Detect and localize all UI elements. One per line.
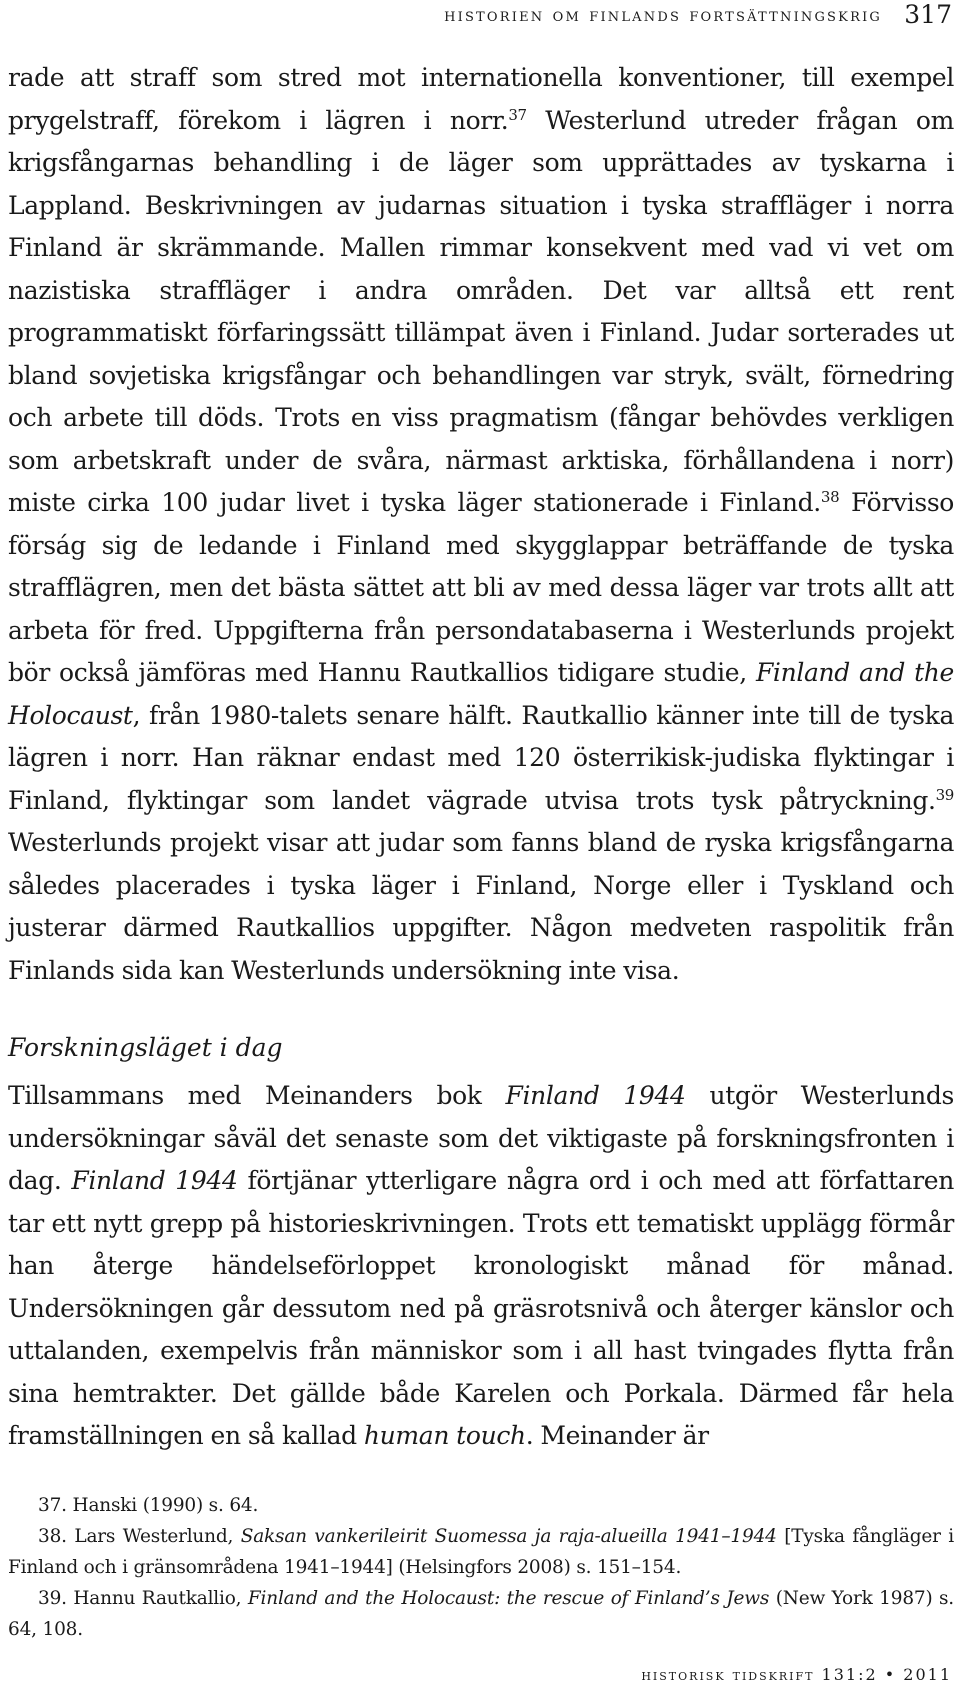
footnote-number: 37. bbox=[38, 1495, 67, 1516]
paragraph-text: Tillsammans med Meinanders bok bbox=[8, 1081, 506, 1110]
paragraph-text: utgör Westerlunds undersökningar såväl det senaste som det viktigaste på forskningsfronten i dag. bbox=[8, 1081, 954, 1195]
body-paragraph-2 bbox=[8, 1075, 954, 1458]
footnote-title: Finland and the Holocaust: the rescue of Finland’s Jews bbox=[247, 1588, 770, 1609]
running-head-title: historien om finlands fortsättningskrig bbox=[444, 4, 882, 26]
book-title: Finland 1944 bbox=[505, 1081, 686, 1110]
paragraph-text: , från 1980-talets senare hälft. Rautkallio känner inte till de tyska lägren i norr. Han räknar endast med 120 österrikisk-judiska flyktingar i Finland, flyktingar som landet vägrade utvisa trots tysk påtryckning. bbox=[8, 700, 954, 815]
footnote-text: (New York 1987) s. 64, 108. bbox=[8, 1588, 954, 1640]
footnote-number: 38. bbox=[38, 1526, 67, 1547]
footnote-39 bbox=[8, 1583, 954, 1645]
book-title: Finland and the Holocaust bbox=[8, 658, 954, 730]
paragraph-text: . Meinander är bbox=[525, 1421, 709, 1450]
paragraph-text: Förvisso förság sig de ledande i Finland med skygglappar beträffande de tyska strafflägren, men det bästa sättet att bli av med dessa läger var trots allt att arbeta för fred. Uppgifterna från persondatabaserna i Westerlunds projekt bör också jämföras med Hannu Rautkallios tidigare studie, bbox=[8, 488, 954, 687]
footnote-text: [Tyska fångläger i Finland och i gränsområdena 1941–1944] (Helsingfors 2008) s. 151–154. bbox=[8, 1526, 954, 1578]
footnote-ref-38[interactable]: 38 bbox=[820, 488, 840, 506]
section-heading: Forskningsläget i dag bbox=[8, 1033, 283, 1062]
page-number: 317 bbox=[904, 0, 952, 29]
footnote-text: Hanski (1990) s. 64. bbox=[66, 1495, 259, 1516]
journal-footer: historisk tidskrift 131:2 • 2011 bbox=[641, 1665, 952, 1684]
footnote-number: 39. bbox=[38, 1588, 67, 1609]
book-title: Finland 1944 bbox=[71, 1166, 238, 1195]
paragraph-text: förtjänar ytterligare några ord i och med att författaren tar ett nytt grepp på historieskrivningen. Trots ett tematiskt upplägg förmår han återge händelseförloppet kronologiskt månad för månad. Undersökningen går dessutom ned på gräsrotsnivå och återger känslor och uttalanden, exempelvis från människor som i all hast tvingades flytta från sina hemtrakter. Det gällde både Karelen och Porkala. Därmed får hela framställningen en så kallad bbox=[8, 1166, 954, 1450]
footnote-37 bbox=[8, 1490, 954, 1521]
footnotes bbox=[8, 1490, 954, 1645]
footnote-ref-39[interactable]: 39 bbox=[935, 785, 954, 804]
footnote-38 bbox=[8, 1521, 954, 1583]
footnote-ref-37[interactable]: 37 bbox=[508, 105, 527, 124]
italic-phrase: human touch bbox=[363, 1421, 526, 1450]
footnote-text: Hannu Rautkallio, bbox=[66, 1588, 248, 1609]
paragraph-text: Westerlunds projekt visar att judar som fanns bland de ryska krigsfångarna således placerades i tyska läger i Finland, Norge eller i Tyskland och justerar därmed Rautkallios uppgifter. Någon medveten raspolitik från Finlands sida kan Westerlunds undersökning inte visa. bbox=[8, 828, 954, 985]
running-head bbox=[0, 0, 960, 34]
body-paragraph-1 bbox=[8, 57, 954, 992]
paragraph-text: rade att straff som stred mot internationella konventioner, till exempel prygelstraff, förekom i lägren i norr. bbox=[8, 63, 954, 135]
paragraph-text: Westerlund utreder frågan om krigsfångarnas behandling i de läger som upprättades av tyskarna i Lappland. Beskrivningen av judarnas situation i tyska straffläger i norra Finland är skrämmande. Mallen rimmar konsekvent med vad vi vet om nazistiska straffläger i andra områden. Det var alltså ett rent programmatiskt förfaringssätt tillämpat även i Finland. Judar sorterades ut bland sovjetiska krigsfångar och behandlingen var stryk, svält, förnedring och arbete till döds. Trots en viss pragmatism (fångar behövdes verkligen som arbetskraft under de svåra, närmast arktiska, förhållandena i norr) miste cirka 100 judar livet i tyska läger stationerade i Finland. bbox=[8, 105, 954, 517]
footnote-title: Saksan vankerileirit Suomessa ja raja-alueilla 1941–1944 bbox=[240, 1526, 777, 1547]
footnote-text: Lars Westerlund, bbox=[66, 1526, 241, 1547]
